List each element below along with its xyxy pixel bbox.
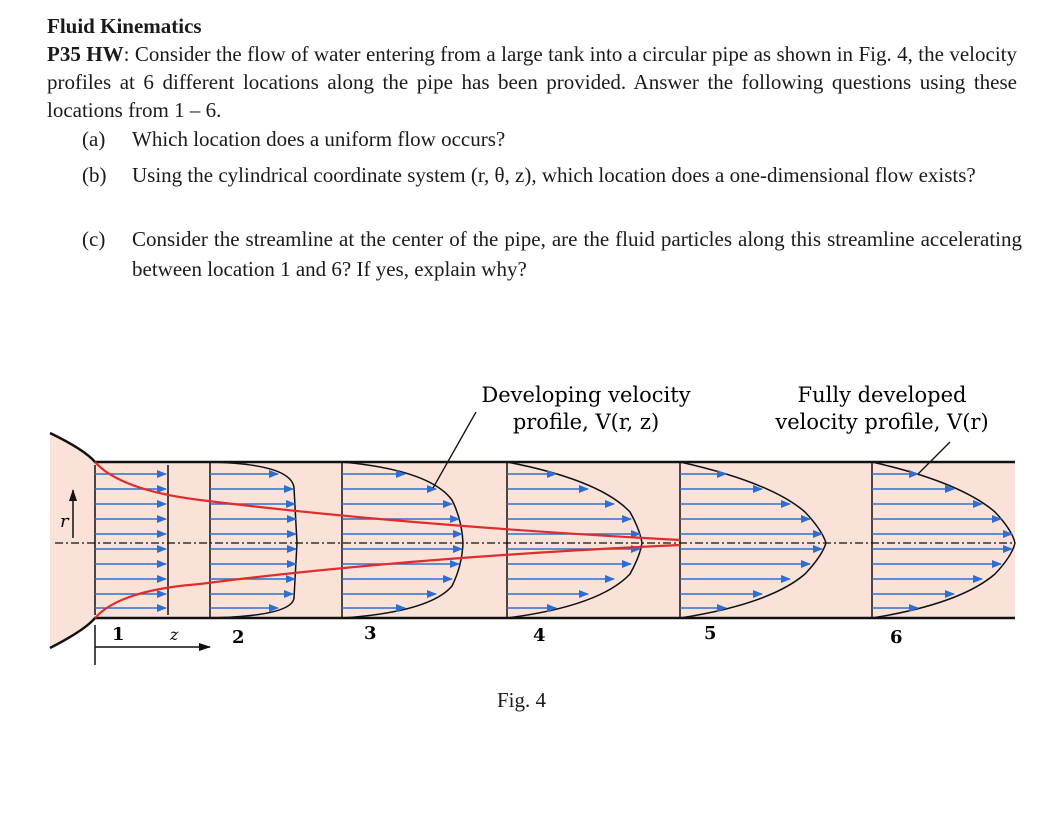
- developed-profile-label-line2: velocity profile, V(r): [775, 410, 989, 434]
- developed-profile-label-line1: Fully developed: [797, 383, 967, 407]
- station-number: 6: [890, 627, 903, 648]
- r-axis-label: r: [60, 511, 69, 532]
- developing-profile-label-line2: profile, V(r, z): [512, 410, 660, 434]
- station-number: 4: [533, 625, 546, 646]
- question-text: Consider the streamline at the center of the pipe, are the fluid particles along this streamline accelerating between location 1 and 6? If yes, explain why?: [132, 227, 1022, 281]
- z-axis-label: z: [170, 625, 179, 644]
- section-title: Fluid Kinematics: [47, 14, 202, 38]
- figure-caption: Fig. 4: [497, 688, 547, 712]
- question-letter: (a): [82, 127, 106, 151]
- pipe-flow-figure: [0, 370, 1047, 670]
- problem-label: P35 HW: [47, 42, 124, 66]
- question-text: Using the cylindrical coordinate system (r, θ, z), which location does a one-dimensional flow exists?: [132, 163, 976, 187]
- pipe-wall-top: [50, 433, 1015, 462]
- station-number: 2: [232, 627, 245, 648]
- developing-profile-label-line1: Developing velocity: [481, 383, 691, 407]
- station-number: 3: [364, 623, 377, 644]
- question-letter: (b): [82, 163, 107, 187]
- station-number: 1: [112, 624, 125, 645]
- problem-intro-text: : Consider the flow of water entering from a large tank into a circular pipe as shown in Fig. 4, the velocity profiles at 6 different locations along the pipe has been provided. Answer the following questions using these locations from 1 – 6.: [47, 42, 1017, 122]
- question-a: [82, 128, 1022, 150]
- pipe-body: [50, 433, 1015, 648]
- question-c: [82, 224, 1022, 284]
- station-number: 5: [704, 623, 717, 644]
- question-text: Which location does a uniform flow occurs?: [132, 127, 506, 151]
- question-b: [82, 160, 1022, 190]
- problem-statement: [47, 40, 1017, 124]
- question-letter: (c): [82, 227, 106, 251]
